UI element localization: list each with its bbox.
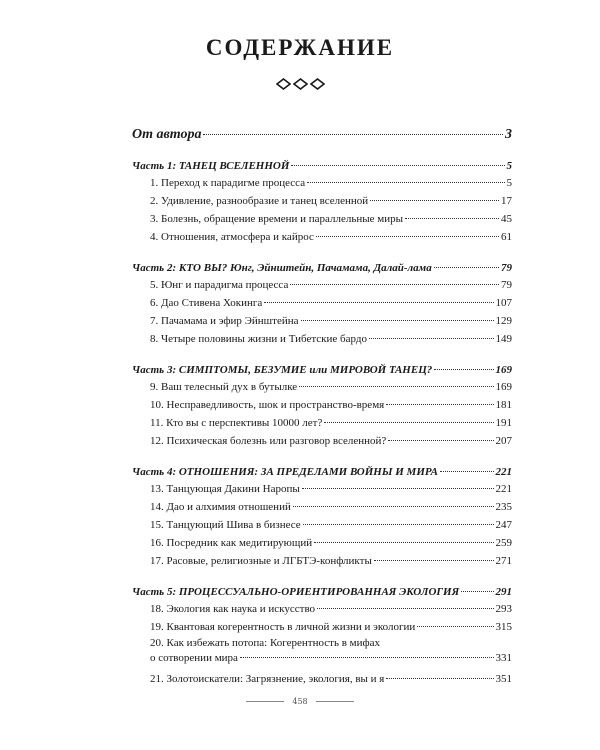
toc-entry-label-continued: о сотворении мира xyxy=(150,652,238,664)
dot-leader xyxy=(293,506,494,507)
dot-leader xyxy=(370,200,499,201)
toc-entry-label: 17. Расовые, религиозные и ЛГБТЭ-конфликты xyxy=(150,555,372,567)
toc-entry-label: Часть 1: ТАНЕЦ ВСЕЛЕННОЙ xyxy=(132,160,290,172)
toc-page-number: 129 xyxy=(495,315,512,327)
toc-page-number: 169 xyxy=(495,364,512,376)
toc-page-number: 221 xyxy=(495,483,512,495)
toc-page-number: 331 xyxy=(495,652,512,664)
toc-entry-label: 2. Удивление, разнообразие и танец вселенной xyxy=(150,195,369,207)
toc-entry-label: 11. Кто вы с перспективы 10000 лет? xyxy=(150,417,323,429)
toc-chapter[interactable] xyxy=(132,210,512,228)
toc-entry-label: 15. Танцующий Шива в бизнесе xyxy=(150,519,301,531)
dot-leader xyxy=(264,302,493,303)
toc-page-number: 271 xyxy=(495,555,512,567)
dot-leader xyxy=(388,440,493,441)
toc-page-number: 235 xyxy=(495,501,512,513)
toc-entry-label: 9. Ваш телесный дух в бутылке xyxy=(150,381,298,393)
toc-chapter[interactable] xyxy=(132,414,512,432)
dot-leader xyxy=(314,542,493,543)
dot-leader xyxy=(386,678,493,679)
toc-part-4 xyxy=(132,466,512,570)
toc-chapter[interactable] xyxy=(132,534,512,552)
toc-entry-label: 20. Как избежать потопа: Когерентность в мифах xyxy=(150,637,381,649)
dot-leader xyxy=(290,284,499,285)
toc-part-heading[interactable] xyxy=(132,466,512,478)
dot-leader xyxy=(405,218,499,219)
toc-chapter[interactable] xyxy=(132,432,512,450)
toc-chapter[interactable] xyxy=(132,330,512,348)
toc-chapter[interactable] xyxy=(132,294,512,312)
toc-part-heading[interactable] xyxy=(132,160,512,172)
toc-chapter[interactable] xyxy=(132,396,512,414)
toc-chapter[interactable] xyxy=(132,174,512,192)
dot-leader xyxy=(317,608,493,609)
toc-chapter[interactable] xyxy=(132,276,512,294)
toc-page-number: 351 xyxy=(495,673,512,685)
toc-part-2 xyxy=(132,262,512,348)
toc-page-number: 247 xyxy=(495,519,512,531)
toc-page-number: 149 xyxy=(495,333,512,345)
toc-part-1 xyxy=(132,160,512,246)
toc-page-number: 191 xyxy=(495,417,512,429)
page-title: СОДЕРЖАНИЕ xyxy=(205,35,395,60)
dot-leader xyxy=(302,488,494,489)
toc-entry-label: 10. Несправедливость, шок и пространство-время xyxy=(150,399,385,411)
toc-page-number: 259 xyxy=(495,537,512,549)
toc-entry-label: 4. Отношения, атмосфера и кайрос xyxy=(150,231,314,243)
toc-chapter[interactable] xyxy=(132,378,512,396)
toc-entry-label: 13. Танцующая Дакини Наропы xyxy=(150,483,300,495)
dot-leader xyxy=(299,386,493,387)
toc-chapter[interactable] xyxy=(132,312,512,330)
toc-part-heading[interactable] xyxy=(132,586,512,598)
toc-entry-label: 14. Дао и алхимия отношений xyxy=(150,501,291,513)
toc-part-5 xyxy=(132,586,512,688)
page-number: 458 xyxy=(292,697,308,706)
toc-page-number: 61 xyxy=(501,231,512,243)
dot-leader xyxy=(386,404,493,405)
toc-chapter[interactable] xyxy=(132,516,512,534)
toc-chapter[interactable] xyxy=(132,228,512,246)
toc-entry-label: Часть 2: КТО ВЫ? Юнг, Эйнштейн, Пачамама, Далай-лама xyxy=(132,262,432,274)
toc-page-number: 5 xyxy=(506,177,512,189)
toc-part-3 xyxy=(132,364,512,450)
toc-page-number: 207 xyxy=(495,435,512,447)
toc-entry-label: 7. Пачамама и эфир Эйнштейна xyxy=(150,315,299,327)
toc-page-number: 315 xyxy=(495,621,512,633)
toc-entry-label: От автора xyxy=(132,127,202,142)
toc-entry-label: 8. Четыре половины жизни и Тибетские бардо xyxy=(150,333,367,345)
page-footer xyxy=(0,697,600,706)
dot-leader xyxy=(307,182,504,183)
dot-leader xyxy=(301,320,494,321)
dot-leader xyxy=(291,165,504,166)
toc-part-heading[interactable] xyxy=(132,364,512,376)
toc-chapter[interactable] xyxy=(132,480,512,498)
toc-author-entry[interactable] xyxy=(132,127,512,143)
toc-page-number: 221 xyxy=(495,466,512,478)
toc-page-number: 45 xyxy=(501,213,512,225)
toc-entry-label: 6. Дао Стивена Хокинга xyxy=(150,297,263,309)
toc-chapter[interactable] xyxy=(132,636,512,666)
dot-leader xyxy=(240,657,494,658)
toc-entry-label: Часть 3: СИМПТОМЫ, БЕЗУМИЕ или МИРОВОЙ ТАНЕЦ? xyxy=(132,364,433,376)
dot-leader xyxy=(461,591,493,592)
dot-leader xyxy=(316,236,499,237)
toc-chapter[interactable] xyxy=(132,618,512,636)
dot-leader xyxy=(374,560,494,561)
toc-chapter[interactable] xyxy=(132,192,512,210)
dot-leader xyxy=(369,338,494,339)
toc-page-number: 17 xyxy=(501,195,512,207)
toc-entry-label: 1. Переход к парадигме процесса xyxy=(150,177,306,189)
toc-page-number: 5 xyxy=(506,160,512,172)
dot-leader xyxy=(434,267,499,268)
toc-page-number: 293 xyxy=(495,603,512,615)
dot-leader xyxy=(303,524,494,525)
diamond-ornament-icon xyxy=(0,78,600,90)
toc-entry-label: 18. Экология как наука и искусство xyxy=(150,603,316,615)
footer-rule xyxy=(246,701,284,702)
toc-page-number: 169 xyxy=(495,381,512,393)
toc-chapter[interactable] xyxy=(132,552,512,570)
toc-entry-label: 12. Психическая болезнь или разговор вселенной? xyxy=(150,435,387,447)
toc-entry-label: 21. Золотоискатели: Загрязнение, экология, вы и я xyxy=(150,673,385,685)
toc-entry-label: Часть 4: ОТНОШЕНИЯ: ЗА ПРЕДЕЛАМИ ВОЙНЫ И МИРА xyxy=(132,466,438,478)
toc-chapter[interactable] xyxy=(132,670,512,688)
toc-page-number: 79 xyxy=(501,279,512,291)
dot-leader xyxy=(324,422,493,423)
toc-entry-label: 16. Посредник как медитирующий xyxy=(150,537,313,549)
toc-chapter[interactable] xyxy=(132,498,512,516)
toc-page-number: 181 xyxy=(495,399,512,411)
dot-leader xyxy=(440,471,494,472)
toc-entry-label: 19. Квантовая когерентность в личной жизни и экологии xyxy=(150,621,416,633)
toc-page-number: 79 xyxy=(501,262,512,274)
toc-entry-label: 3. Болезнь, обращение времени и параллельные миры xyxy=(150,213,404,225)
toc-page-number: 107 xyxy=(495,297,512,309)
toc-entry-label: Часть 5: ПРОЦЕССУАЛЬНО-ОРИЕНТИРОВАННАЯ ЭКОЛОГИЯ xyxy=(132,586,460,598)
dot-leader xyxy=(434,369,493,370)
dot-leader xyxy=(203,134,503,135)
toc-chapter[interactable] xyxy=(132,600,512,618)
dot-leader xyxy=(417,626,493,627)
toc-page-number: 3 xyxy=(505,127,512,142)
toc-entry-label: 5. Юнг и парадигма процесса xyxy=(150,279,289,291)
toc-page-number: 291 xyxy=(495,586,512,598)
table-of-contents xyxy=(132,127,512,704)
toc-part-heading[interactable] xyxy=(132,262,512,274)
footer-rule xyxy=(316,701,354,702)
